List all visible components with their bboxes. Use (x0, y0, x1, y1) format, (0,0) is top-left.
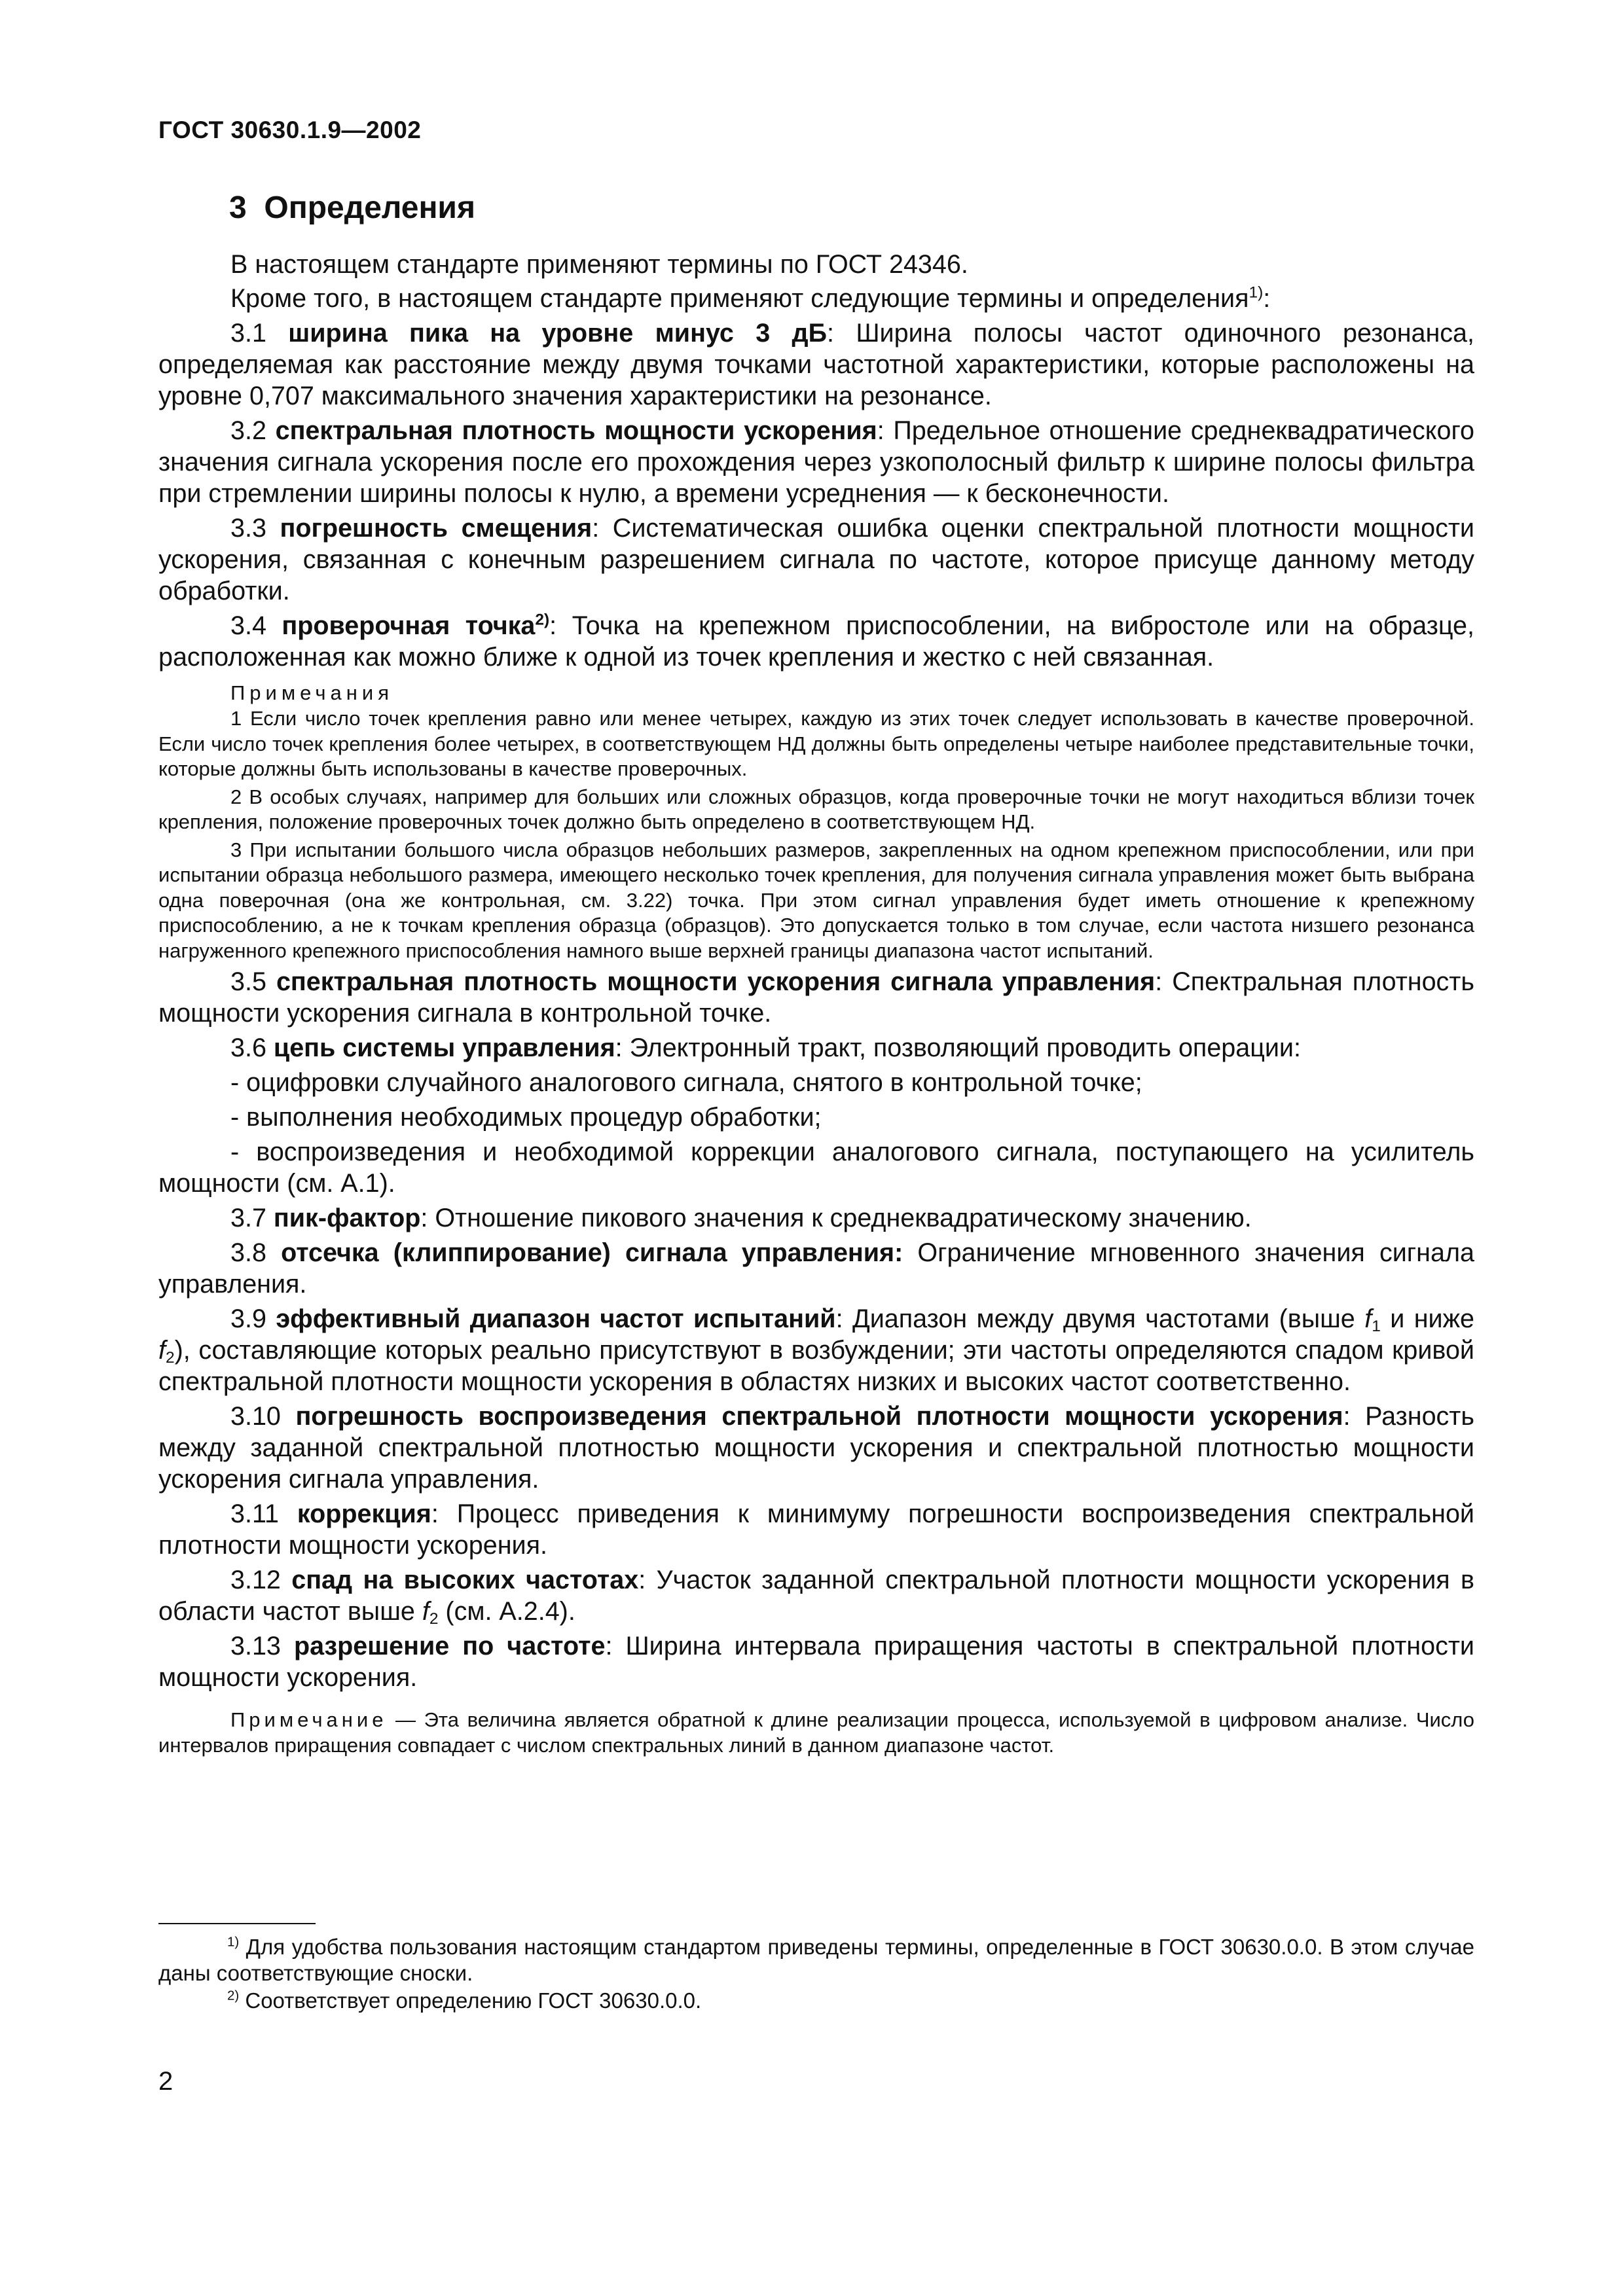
section-title (229, 190, 475, 226)
definition-text: Ширина полосы частот одиночного резонанса, определяемая как расстояние между двумя точками частотной характеристики, которые расположены на уровне 0,707 максимального значения характеристики на резонансе. (158, 319, 1474, 410)
definition-text: Точка на крепежном приспособлении, на вибростоле или на образце, расположенная как можно ближе к одной из точек крепления и жестко с ней связанная. (158, 611, 1474, 672)
note-label: Примечание (230, 1708, 388, 1731)
term: коррекция (297, 1499, 431, 1528)
intro-paragraph: В настоящем стандарте применяют термины по ГОСТ 24346. (230, 250, 968, 279)
section-number: 3 (229, 190, 247, 225)
term: спектральная плотность мощности ускорения сигнала управления (276, 967, 1156, 996)
term: разрешение по частоте (293, 1632, 606, 1660)
definition-3-12: 3.12 спад на высоких частотах: Участок заданной спектральной плотности мощности ускорения в области частот выше $f_2$ (см. А.2.4). (158, 1566, 1474, 1628)
definition-text: Ширина интервала приращения частоты в спектральной плотности мощности ускорения. (158, 1632, 1474, 1692)
term: погрешность смещения (280, 514, 593, 543)
term: пик-фактор (273, 1204, 421, 1232)
intro-paragraph: Кроме того, в настоящем стандарте применяют следующие термины и определения$^{1)}$: (230, 283, 1271, 313)
definition-text: Спектральная плотность мощности ускорения сигнала в контрольной точке. (158, 967, 1474, 1028)
note-3-13: Примечание — Эта величина является обратной к длине реализации процесса, используемой в цифровом анализе. Число интервалов приращения совпадает с числом спектральных линий в данном диапазоне частот. (158, 1708, 1474, 1757)
term: проверочная точка (282, 611, 536, 640)
term: погрешность воспроизведения спектральной плотности мощности ускорения (295, 1402, 1343, 1431)
list-item: - воспроизведения и необходимой коррекции аналогового сигнала, поступающего на усилитель мощности (см. А.1). (158, 1138, 1474, 1198)
term: спад на высоких частотах (291, 1566, 639, 1594)
term: отсечка (клиппирование) сигнала управления: (281, 1238, 903, 1267)
footnote-ref: 2) (535, 611, 550, 629)
note-3: 3 При испытании большого числа образцов небольших размеров, закрепленных на одном крепежном приспособлении, или при испытании образца небольшого размера, имеющего несколько точек крепления, для получения сигнала управления может быть выбрана одна поверочная (она же контрольная, см. 3.22) точка. При этом сигнал управления будет иметь отношение к крепежному приспособлению, а не к точкам крепления образца (образцов). Это допускается только в том случае, если частота низшего резонанса нагруженного крепежного приспособления намного выше верхней границы диапазона частот испытаний. (158, 838, 1474, 962)
document-header: ГОСТ 30630.1.9—2002 (158, 117, 422, 143)
term: ширина пика на уровне минус 3 дБ (288, 319, 828, 348)
definition-3-10: 3.10 погрешность воспроизведения спектральной плотности мощности ускорения: Разность между заданной спектральной плотностью мощности ускорения и спектральной плотностью мощности ускорения сигнала управления. (158, 1402, 1474, 1494)
footnote-divider (158, 1923, 316, 1924)
list-item: - выполнения необходимых процедур обработки; (230, 1103, 822, 1132)
definition-text: Отношение пикового значения к среднеквадратическому значению. (428, 1204, 1252, 1232)
footnotes (158, 1934, 1474, 2015)
term: спектральная плотность мощности ускорения (275, 416, 877, 445)
notes-block (158, 681, 1474, 963)
definitions-body (158, 249, 1474, 1761)
list-item: - оцифровки случайного аналогового сигнала, снятого в контрольной точке; (230, 1068, 1142, 1097)
definition-3-1: 3.1 ширина пика на уровне минус 3 дБ: Ширина полосы частот одиночного резонанса, определяемая как расстояние между двумя точками частотной характеристики, которые расположены на уровне 0,707 максимального значения характеристики на резонансе. (158, 319, 1474, 410)
section-title-text: Определения (264, 190, 475, 225)
term: цепь системы управления (273, 1033, 615, 1062)
definition-3-11: 3.11 коррекция: Процесс приведения к минимуму погрешности воспроизведения спектральной плотности мощности ускорения. (158, 1499, 1475, 1560)
definition-text: Ограничение мгновенного значения сигнала управления. (158, 1238, 1474, 1299)
footnote-1: $^{1)}$ Для удобства пользования настоящим стандартом приведены термины, определенные в ГОСТ 30630.0.0. В этом случае даны соответствующие сноски. (158, 1934, 1474, 1985)
note-1: 1 Если число точек крепления равно или менее четырех, каждую из этих точек следует использовать в качестве проверочной. Если число точек крепления более четырех, в соответствующем НД должны быть определены четыре наиболее представительные точки, которые должны быть использованы в качестве проверочных. (158, 707, 1474, 780)
notes-title: Примечания (230, 681, 393, 704)
definition-3-9: 3.9 эффективный диапазон частот испытаний: Диапазон между двумя частотами (выше $f_1$ и ниже $f_2$), составляющие которых реально присутствуют в возбуждении; эти частоты определяются спадом кривой спектральной плотности мощности ускорения в областях низких и высоких частот соответственно. (158, 1304, 1474, 1396)
definition-text: Предельное отношение среднеквадратического значения сигнала ускорения после его прохождения через узкополосный фильтр к ширине полосы фильтра при стремлении ширины полосы к нулю, а времени усреднения — к бесконечности. (158, 416, 1474, 508)
definition-3-4: 3.4 проверочная точка$^{2)}$: Точка на крепежном приспособлении, на вибростоле или на образце, расположенная как можно ближе к одной из точек крепления и жестко с ней связанная. (158, 611, 1474, 672)
definition-3-6: 3.6 цепь системы управления: Электронный тракт, позволяющий проводить операции: (230, 1033, 1301, 1062)
footnote-ref: 1) (1249, 283, 1264, 302)
definition-3-2: 3.2 спектральная плотность мощности ускорения: Предельное отношение среднеквадратического значения сигнала ускорения после его прохождения через узкополосный фильтр к ширине полосы фильтра при стремлении ширины полосы к нулю, а времени усреднения — к бесконечности. (158, 416, 1474, 508)
definition-3-3: 3.3 погрешность смещения: Систематическая ошибка оценки спектральной плотности мощности ускорения, связанная с конечным разрешением сигнала по частоте, которое присуще данному методу обработки. (158, 514, 1474, 605)
definition-text: Электронный тракт, позволяющий проводить операции: (622, 1033, 1301, 1062)
note-2: 2 В особых случаях, например для больших или сложных образцов, когда проверочные точки не могут находиться вблизи точек крепления, положение проверочных точек должно быть определено в соответствующем НД. (158, 785, 1474, 833)
page-number: 2 (158, 2067, 173, 2096)
definition-text: Систематическая ошибка оценки спектральной плотности мощности ускорения, связанная с конечным разрешением сигнала по частоте, которое присуще данному методу обработки. (158, 514, 1474, 605)
definition-text: Процесс приведения к минимуму погрешности воспроизведения спектральной плотности мощности ускорения. (158, 1499, 1475, 1560)
footnote-2: $^{2)}$ Соответствует определению ГОСТ 30630.0.0. (227, 1988, 702, 2013)
term: эффективный диапазон частот испытаний (276, 1304, 836, 1333)
definition-3-13: 3.13 разрешение по частоте: Ширина интервала приращения частоты в спектральной плотности мощности ускорения. (158, 1632, 1474, 1692)
definition-text: Разность между заданной спектральной плотностью мощности ускорения и спектральной плотностью мощности ускорения сигнала управления. (158, 1402, 1474, 1494)
definition-3-5: 3.5 спектральная плотность мощности ускорения сигнала управления: Спектральная плотность мощности ускорения сигнала в контрольной точке. (158, 967, 1474, 1028)
definition-3-7: 3.7 пик-фактор: Отношение пикового значения к среднеквадратическому значению. (230, 1204, 1252, 1232)
definition-3-8: 3.8 отсечка (клиппирование) сигнала управления: Ограничение мгновенного значения сигнала управления. (158, 1238, 1474, 1299)
